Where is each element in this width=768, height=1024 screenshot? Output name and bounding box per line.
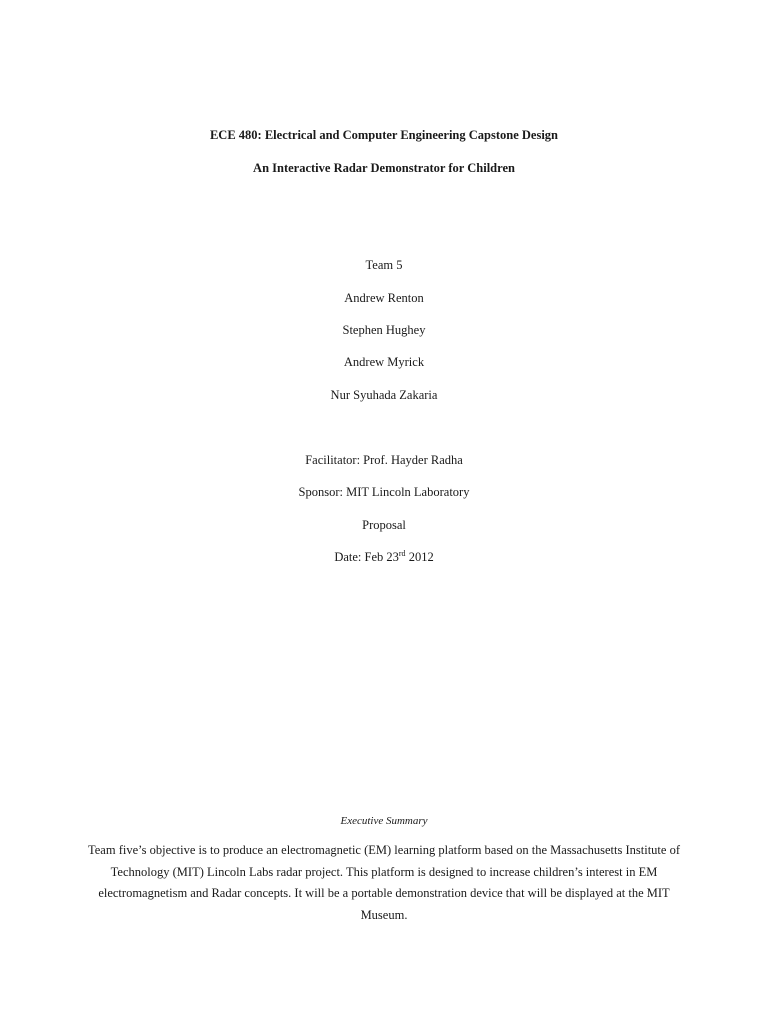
facilitator-line: Facilitator: Prof. Hayder Radha — [305, 453, 463, 467]
document-type: Proposal — [362, 518, 406, 532]
project-title: An Interactive Radar Demonstrator for Children — [253, 161, 515, 175]
executive-summary-body: Team five’s objective is to produce an electromagnetic (EM) learning platform based on the Massachusetts Institute of Technology (MIT) Lincoln Labs radar project. This platform is designed to increase children’s interest in EM electromagnetism and Radar concepts. It will be a portable demonstration device that will be displayed at the MIT Museum. — [88, 843, 680, 922]
date-year: 2012 — [405, 550, 434, 564]
team-member: Stephen Hughey — [342, 323, 426, 337]
executive-summary-heading: Executive Summary — [340, 815, 428, 827]
course-title: ECE 480: Electrical and Computer Engineering Capstone Design — [209, 128, 559, 142]
team-member: Nur Syuhada Zakaria — [330, 388, 438, 402]
team-member: Andrew Myrick — [343, 355, 425, 369]
sponsor-line: Sponsor: MIT Lincoln Laboratory — [298, 485, 470, 499]
date-line — [0, 549, 768, 565]
team-name: Team 5 — [365, 258, 403, 272]
date-ordinal-suffix: rd — [398, 548, 406, 558]
team-member: Andrew Renton — [344, 291, 424, 305]
date-prefix: Date: Feb 23 — [334, 550, 399, 564]
